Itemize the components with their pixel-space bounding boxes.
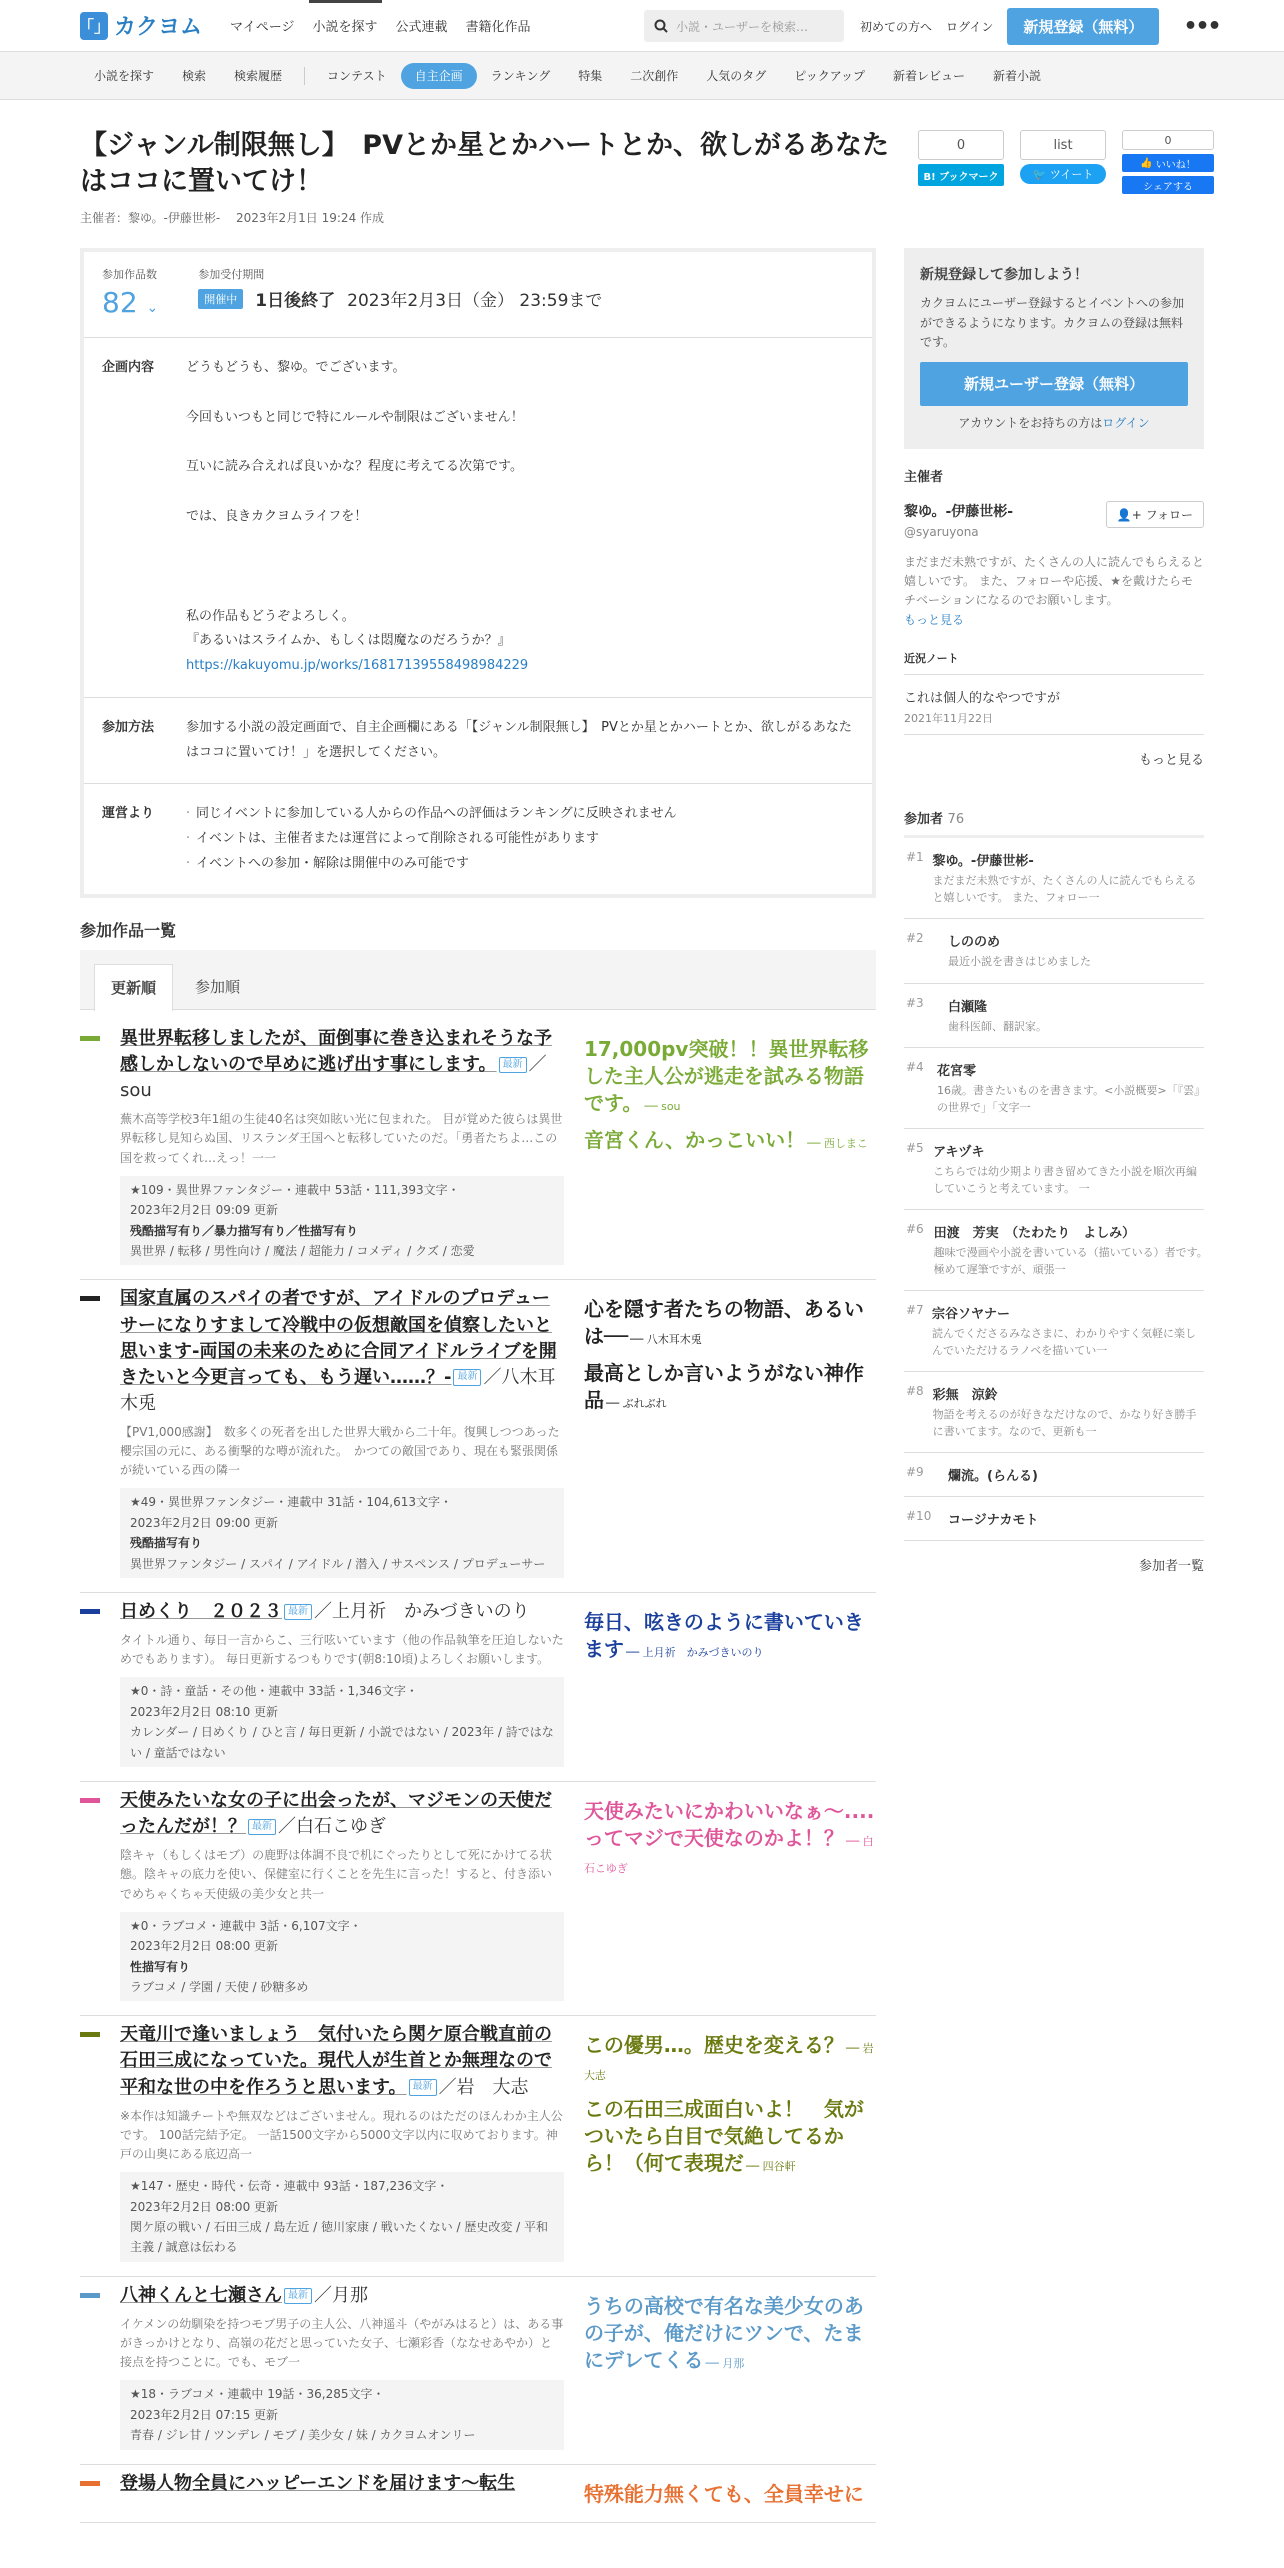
work-title-line bbox=[120, 1599, 564, 1625]
work-main bbox=[120, 2283, 564, 2450]
subnav-pickup[interactable]: ピックアップ bbox=[794, 68, 865, 83]
work-meta bbox=[120, 1912, 564, 2002]
twitter-icon: 🐦 bbox=[1032, 167, 1050, 181]
tab-updated[interactable]: 更新順 bbox=[94, 964, 173, 1011]
subnav-ranking[interactable]: ランキング bbox=[490, 68, 551, 83]
promo-login-link[interactable]: ログイン bbox=[1102, 415, 1150, 430]
participant-name[interactable]: 白瀬隆 bbox=[948, 999, 988, 1015]
subnav-history[interactable]: 検索履歴 bbox=[234, 68, 283, 83]
review-author: ── 四谷軒 bbox=[745, 2160, 796, 2174]
work-description: 蕪木高等学校3年1組の生徒40名は突如眩い光に包まれた。 目が覚めた彼らは異世界転移し見知らぬ国、リスランダ王国へと転移していたのだ。「勇者たちよ…この国を救ってくれ…えっ！一一 bbox=[120, 1112, 563, 1165]
subnav-search[interactable]: 検索 bbox=[182, 68, 207, 83]
review-text: うちの高校で有名な美少女のあの子が、俺だけにツンで、たまにデレてくる bbox=[583, 2293, 864, 2372]
participants-panel bbox=[904, 808, 1214, 1574]
work-color-bar bbox=[80, 2481, 100, 2486]
remaining-time: 1日後終了 bbox=[255, 291, 336, 311]
work-main bbox=[120, 1599, 564, 1767]
tweet-count: list bbox=[1020, 130, 1106, 160]
participant-desc: まだまだ未熟ですが、たくさんの人に読んでもらえると嬉しいです。 また、フォロー一 bbox=[932, 874, 1197, 904]
work-title-link[interactable]: 八神くんと七瀬さん bbox=[120, 2284, 282, 2306]
work-stats: ★109・異世界ファンタジー・連載中 53話・111,393文字・ bbox=[130, 1182, 460, 1197]
work-stats: ★147・歴史・時代・伝奇・連載中 93話・187,236文字・ bbox=[130, 2179, 449, 2194]
participants-heading bbox=[904, 808, 1204, 838]
content-label: 企画内容 bbox=[102, 360, 155, 375]
work-description: 【PV1,000感謝】 数多くの死者を出した世界大戦から二十年。復興しつつあった櫻宗国の元に、ある衝撃的な噂が流れた。 かつての敵国であり、現在も緊張関係が続いている西の隣一 bbox=[120, 1424, 560, 1478]
note-date: 2021年11月22日 bbox=[904, 710, 1204, 735]
work-updated: 2023年2月2日 09:00 更新 bbox=[130, 1515, 279, 1530]
review-author: ── 白石こゆぎ bbox=[583, 1835, 874, 1876]
review-author: ── 岩 大志 bbox=[583, 2042, 885, 2083]
work-count-toggle[interactable] bbox=[102, 286, 158, 319]
work-title-line bbox=[120, 2022, 564, 2100]
subnav-new-novels[interactable]: 新着小説 bbox=[992, 68, 1041, 83]
works-tabs bbox=[80, 950, 876, 1010]
work-flags: 残酷描写有り bbox=[130, 1536, 203, 1551]
work-meta bbox=[120, 1488, 564, 1578]
facebook-group bbox=[1122, 130, 1214, 194]
review-item[interactable] bbox=[584, 1798, 876, 1879]
content-line: 今回もいつもと同じで特にルールや制限はございません！ bbox=[186, 409, 524, 425]
work-author[interactable]: ／白石こゆぎ bbox=[278, 1816, 386, 1838]
organizer-more-link[interactable]: もっと見る bbox=[904, 612, 965, 627]
work-description: 陰キャ（もしくはモブ）の鹿野は体調不良で机にぐったりとして死にかけてる状態。陰キャの底力を使い、保健室に行くことを先生に言った！すると、付き添いでめちゃくちゃ天使級の美少女と共一 bbox=[120, 1848, 553, 1901]
work-count-block bbox=[102, 266, 158, 319]
rule-item: · イベントは、主催者または運営によって削除される可能性があります bbox=[186, 827, 854, 852]
follow-label: フォロー bbox=[1145, 508, 1193, 522]
content-line: 互いに読み合えれば良いかな？程度に考えてる次第です。 bbox=[186, 459, 523, 475]
work-meta bbox=[120, 2380, 564, 2449]
event-meta: 主催者：黎ゆ。-伊藤世彬- 2023年2月1日 19:24 作成 bbox=[80, 210, 385, 225]
work-author[interactable]: ／月那 bbox=[314, 2284, 368, 2306]
content-line: どうもどうも、黎ゆ。でございます。 bbox=[186, 360, 406, 375]
period-row bbox=[198, 286, 602, 311]
nav-official[interactable]: 公式連載 bbox=[395, 20, 448, 35]
work-tags[interactable]: 関ケ原の戦い / 石田三成 / 島左近 / 徳川家康 / 戦いたくない / 歴史改変 / 平和主義 / 誠意は伝わる bbox=[130, 2219, 549, 2255]
hatena-bookmark-button[interactable]: B! ブックマーク bbox=[918, 164, 1004, 186]
follow-button[interactable] bbox=[1106, 501, 1204, 528]
subnav-divider bbox=[304, 67, 305, 85]
review-text: 音宮くん、かっこいい！ bbox=[583, 1128, 806, 1152]
work-tags[interactable]: 異世界ファンタジー / スパイ / アイドル / 潜入 / サスペンス / プロデューサー bbox=[130, 1556, 546, 1571]
page-title: 【ジャンル制限無し】 PVとか星とかハートとか、欲しがるあなたはココに置いてけ！ bbox=[80, 130, 889, 198]
review-author: ── 八木耳木兎 bbox=[630, 1333, 702, 1347]
hatena-group bbox=[918, 130, 1004, 194]
period-block bbox=[198, 266, 602, 311]
header-actions bbox=[860, 0, 1220, 52]
work-count-value: 82 bbox=[102, 286, 138, 319]
participant-rank: #1 bbox=[906, 850, 924, 864]
register-promo bbox=[904, 248, 1204, 449]
work-item bbox=[80, 1280, 876, 1593]
participant-desc: 物語を考えるのが好きなだけなので、かなり好き勝手に書いてます。なので、更新も一 bbox=[932, 1408, 1197, 1438]
organizer-heading: 主催者 bbox=[904, 470, 944, 485]
new-badge: 最新 bbox=[284, 2288, 312, 2305]
participant-name[interactable]: 爛流。(らんる) bbox=[948, 1469, 1038, 1484]
review-text: 心を隠す者たちの物語、あるいは── bbox=[583, 1297, 864, 1349]
content-body bbox=[186, 356, 854, 679]
work-count-label: 参加作品数 bbox=[102, 268, 157, 281]
sub-nav bbox=[0, 52, 1284, 100]
chevron-down-icon: ⌄ bbox=[146, 300, 159, 316]
work-main bbox=[120, 1788, 564, 2001]
period-label: 参加受付期間 bbox=[198, 268, 265, 281]
ops-rules bbox=[186, 802, 854, 876]
rule-item: · 同じイベントに参加している人からの作品への評価はランキングに反映されません bbox=[186, 802, 854, 827]
review-author: ── 上月祈 かみづきいのり bbox=[625, 1646, 764, 1659]
search-input[interactable] bbox=[644, 10, 844, 42]
participant-rank: #3 bbox=[906, 995, 924, 1010]
participant-item[interactable] bbox=[904, 1291, 1204, 1372]
work-tags[interactable]: ラブコメ / 学園 / 天使 / 砂糖多め bbox=[130, 1979, 309, 1994]
work-author[interactable]: ／上月祈 かみづきいのり bbox=[314, 1601, 530, 1622]
new-badge: 最新 bbox=[248, 1819, 276, 1836]
work-updated: 2023年2月2日 08:10 更新 bbox=[130, 1704, 279, 1719]
work-author[interactable]: ／岩 大志 bbox=[438, 2076, 529, 2098]
ops-section bbox=[84, 784, 872, 894]
review-item[interactable] bbox=[584, 1127, 876, 1154]
event-header bbox=[80, 128, 900, 226]
register-button[interactable]: 新規登録（無料） bbox=[1007, 8, 1159, 45]
work-color-bar bbox=[80, 1036, 100, 1041]
subnav-fanfic[interactable]: 二次創作 bbox=[630, 68, 679, 83]
work-flags: 残酷描写有り／暴力描写有り／性描写有り bbox=[130, 1223, 359, 1238]
work-reviews bbox=[584, 2283, 876, 2450]
review-item[interactable] bbox=[584, 1360, 876, 1414]
work-tags[interactable]: 異世界 / 転移 / 男性向け / 魔法 / 超能力 / コメディ / クズ / 恋愛 bbox=[130, 1244, 475, 1259]
nav-books[interactable]: 書籍化作品 bbox=[465, 20, 531, 35]
organizer-desc: まだまだ未熟ですが、たくさんの人に読んでもらえると嬉しいです。 また、フォローや応援、★を戴けたらモチベーションになるのでお願いします。 bbox=[904, 555, 1205, 608]
review-author: ── sou bbox=[644, 1100, 681, 1113]
tweet-label: ツイート bbox=[1049, 168, 1094, 181]
subnav-tags[interactable]: 人気のタグ bbox=[706, 68, 767, 83]
review-text: 最高としか言いようがない神作品 bbox=[583, 1361, 864, 1413]
work-item bbox=[80, 1593, 876, 1782]
fb-like-button[interactable] bbox=[1122, 154, 1214, 172]
participant-rank: #5 bbox=[906, 1141, 924, 1155]
participant-rank: #8 bbox=[906, 1384, 924, 1398]
work-link[interactable]: https://kakuyomu.jp/works/16817139558498984229 bbox=[186, 658, 529, 674]
logo-text: カクヨム bbox=[114, 15, 203, 40]
review-text: 毎日、呟きのように書いていきます bbox=[583, 1610, 864, 1661]
tab-joined[interactable]: 参加順 bbox=[195, 978, 241, 996]
organizer-header bbox=[904, 501, 1204, 539]
review-item[interactable] bbox=[584, 1296, 876, 1350]
promo-login-line bbox=[920, 414, 1188, 433]
work-tags[interactable]: 青春 / ジレ甘 / ツンデレ / モブ / 美少女 / 妹 / カクヨムオンリー bbox=[130, 2428, 476, 2443]
join-method-section bbox=[84, 698, 872, 784]
participant-name[interactable]: コージナカモト bbox=[948, 1513, 1039, 1528]
work-stats: ★0・詩・童話・その他・連載中 33話・1,346文字・ bbox=[130, 1684, 418, 1699]
work-item bbox=[80, 1782, 876, 2016]
top-header bbox=[0, 0, 1284, 52]
work-description: ※本作は知識チートや無双などはございません。現れるのはただのほんわか主人公です。 100話完結予定。 一話1500文字から5000文字以内に収めております。神戸の山奥にある底辺高一 bbox=[120, 2108, 563, 2161]
subnav-contest[interactable]: コンテスト bbox=[327, 68, 387, 83]
organizer-panel bbox=[904, 466, 1204, 768]
site-logo[interactable] bbox=[80, 10, 202, 41]
work-title-link[interactable]: 国家直属のスパイの者ですが、アイドルのプロデューサーになりすまして冷戦中の仮想敵国を偵察したいと思います-両国の未来のために合同アイドルライブを開きたいと今更言っても、もう遅い……？- bbox=[120, 1288, 557, 1388]
work-title-link[interactable]: 天竜川で逢いましょう 気付いたら関ケ原合戦直前の石田三成になっていた。現代人が生首とか無理なので平和な世の中を作ろうと思います。 bbox=[120, 2024, 552, 2098]
hatena-count: 0 bbox=[918, 130, 1004, 160]
participant-item[interactable] bbox=[904, 1372, 1204, 1453]
work-title-line bbox=[120, 1788, 564, 1840]
promo-title: 新規登録して参加しよう！ bbox=[920, 267, 1088, 283]
tweet-button[interactable] bbox=[1020, 164, 1106, 184]
beginner-link[interactable]: 初めての方へ bbox=[860, 19, 933, 34]
participant-desc: 歯科医師、翻訳家。 bbox=[948, 1019, 1047, 1033]
tweet-group bbox=[1020, 130, 1106, 194]
participant-name[interactable]: 黎ゆ。-伊藤世彬- bbox=[932, 854, 1034, 869]
top-nav bbox=[230, 0, 531, 51]
review-item[interactable] bbox=[584, 2293, 876, 2374]
work-updated: 2023年2月2日 09:09 更新 bbox=[130, 1203, 279, 1218]
participant-name[interactable]: しののめ bbox=[948, 935, 1001, 950]
subnav-new-reviews[interactable]: 新着レビュー bbox=[892, 68, 965, 83]
participants-count: 76 bbox=[947, 812, 965, 827]
participant-item[interactable] bbox=[904, 919, 1204, 984]
fb-count: 0 bbox=[1122, 130, 1214, 150]
participant-name[interactable]: 宗谷ソヤナー bbox=[932, 1307, 1011, 1322]
work-title-link[interactable]: 異世界転移しましたが、面倒事に巻き込まれそうな予感しかしないので早めに逃げ出す事にします。 bbox=[120, 1028, 552, 1076]
work-updated: 2023年2月2日 07:15 更新 bbox=[130, 2407, 279, 2422]
review-item[interactable] bbox=[583, 2032, 885, 2086]
event-info-card bbox=[80, 248, 876, 898]
participant-rank: #7 bbox=[906, 1303, 924, 1317]
work-title-line bbox=[120, 2283, 564, 2309]
work-main bbox=[120, 1286, 564, 1578]
search-placeholder: 小説・ユーザーを検索… bbox=[676, 19, 809, 34]
review-author: ── 西しまこ bbox=[807, 1137, 868, 1150]
review-text: この石田三成面白いよ！ 気がついたら白目で気絶してるから！（何て表現だ bbox=[583, 2097, 864, 2176]
new-badge: 最新 bbox=[409, 2079, 437, 2096]
work-item bbox=[80, 1020, 876, 1280]
participant-rank: #9 bbox=[906, 1465, 924, 1479]
review-item[interactable] bbox=[584, 1609, 876, 1663]
work-main bbox=[120, 1026, 564, 1265]
participant-item[interactable] bbox=[904, 984, 1204, 1049]
content-line: では、良きカクヨムライフを！ bbox=[186, 509, 368, 525]
add-user-icon: 👤+ bbox=[1116, 508, 1146, 522]
review-item[interactable] bbox=[584, 1036, 876, 1117]
new-badge: 最新 bbox=[499, 1057, 527, 1074]
work-author[interactable]: ／sou bbox=[120, 1054, 547, 1102]
subnav-find[interactable]: 小説を探す bbox=[94, 68, 155, 83]
search-icon bbox=[654, 19, 668, 33]
participant-rank: #6 bbox=[906, 1222, 924, 1236]
notes-more-link[interactable]: もっと見る bbox=[1138, 752, 1204, 768]
review-text: 17,000pv突破！！異世界転移した主人公が逃走を試みる物語です。 bbox=[583, 1037, 869, 1115]
work-title-line bbox=[120, 1026, 564, 1104]
work-description: イケメンの幼馴染を持つモブ男子の主人公、八神遥斗（やがみはると）は、ある事がきっかけとなり、高嶺の花だと思っていた女子、七瀬彩香（ななせあやか）と接点を持つことに。でも、モブ一 bbox=[120, 2316, 564, 2370]
subnav-user-events[interactable]: 自主企画 bbox=[401, 63, 477, 89]
work-stats: ★49・異世界ファンタジー・連載中 31話・104,613文字・ bbox=[130, 1495, 453, 1510]
work-main bbox=[120, 2022, 564, 2261]
deadline: 2023年2月3日（金） 23:59まで bbox=[347, 291, 603, 311]
work-meta bbox=[120, 1176, 564, 1266]
nav-mypage[interactable]: マイページ bbox=[230, 20, 295, 35]
work-updated: 2023年2月2日 08:00 更新 bbox=[130, 2199, 279, 2214]
note-title[interactable]: これは個人的なやつですが bbox=[904, 690, 1061, 706]
review-text: この優男…。歴史を変える？ bbox=[583, 2033, 844, 2058]
nav-find-novels[interactable]: 小説を探す bbox=[313, 0, 378, 51]
work-flags: 性描写有り bbox=[130, 1959, 191, 1974]
participant-desc: 最近小説を書きはじめました bbox=[948, 955, 1091, 968]
participant-desc: こちらでは幼少期より書き留めてきた小説を順次再編していこうと考えています。 一 bbox=[933, 1165, 1197, 1195]
participant-name[interactable]: 彩無 涼鈴 bbox=[932, 1388, 998, 1403]
more-menu-icon[interactable]: ••• bbox=[1183, 13, 1220, 39]
notes-heading: 近況ノート bbox=[904, 650, 1204, 675]
review-text: 天使みたいにかわいいなぁ〜....ってマジで天使なのかよ！？ bbox=[583, 1799, 875, 1851]
status-badge: 開催中 bbox=[198, 289, 243, 309]
login-link[interactable]: ログイン bbox=[946, 19, 994, 34]
work-reviews bbox=[584, 2471, 876, 2508]
fb-share-button[interactable]: シェアする bbox=[1122, 176, 1214, 194]
participant-rank: #10 bbox=[906, 1509, 932, 1523]
logo-icon: 「」 bbox=[80, 12, 108, 40]
participant-item[interactable] bbox=[904, 838, 1204, 919]
work-author[interactable]: ／八木耳木兎 bbox=[120, 1366, 556, 1414]
work-reviews bbox=[583, 2022, 885, 2261]
work-title-link[interactable]: 登場人物全員にハッピーエンドを届けます〜転生 bbox=[120, 2472, 516, 2494]
work-item bbox=[80, 2277, 876, 2465]
work-title-link[interactable]: 天使みたいな女の子に出会ったが、マジモンの天使だったんだが！？ bbox=[120, 1790, 552, 1838]
participant-name[interactable]: アキヅキ bbox=[933, 1145, 985, 1160]
organizer-name[interactable]: 黎ゆ。-伊藤世彬- bbox=[904, 504, 1014, 520]
work-title-link[interactable]: 日めくり ２０２３ bbox=[120, 1601, 282, 1622]
organizer-id: @syaruyona bbox=[904, 525, 979, 539]
review-author: ── 月那 bbox=[705, 2356, 745, 2370]
participant-name[interactable]: 花宮零 bbox=[937, 1064, 977, 1079]
new-badge: 最新 bbox=[453, 1369, 481, 1386]
works-list-title: 参加作品一覧 bbox=[80, 921, 177, 940]
work-description: タイトル通り、毎日一言からこ、三行呟いています（他の作品執筆を圧迫しないためでもあります）。 毎日更新するつもりです(朝8:10頃)よろしくお願いします。 bbox=[120, 1633, 564, 1667]
work-title-line bbox=[120, 2471, 564, 2497]
work-color-bar bbox=[80, 2293, 100, 2298]
work-stats: ★0・ラブコメ・連載中 3話・6,107文字・ bbox=[130, 1918, 362, 1933]
work-title-line bbox=[120, 1286, 564, 1416]
rule-item: · イベントへの参加・解除は開催中のみ可能です bbox=[186, 852, 854, 877]
event-content-section bbox=[84, 338, 872, 698]
participant-item[interactable] bbox=[904, 1497, 1204, 1541]
method-body: 参加する小説の設定画面で、自主企画欄にある「【ジャンル制限無し】 PVとか星とかハートとか、欲しがるあなたはココに置いてけ！」を選択してください。 bbox=[186, 719, 852, 760]
method-label: 参加方法 bbox=[102, 719, 155, 735]
ops-label: 運営より bbox=[102, 806, 155, 822]
work-color-bar bbox=[80, 1798, 100, 1803]
work-meta bbox=[120, 1677, 564, 1767]
fb-like-label: いいね！ bbox=[1155, 159, 1196, 171]
work-item bbox=[80, 2016, 885, 2276]
participant-rank: #4 bbox=[906, 1060, 924, 1074]
participants-list bbox=[904, 838, 1214, 1541]
participant-desc: 趣味で漫画や小説を書いている（描いている）者です。 極めて遅筆ですが、頑張一 bbox=[933, 1246, 1214, 1276]
work-reviews bbox=[584, 1286, 876, 1578]
work-reviews bbox=[584, 1599, 876, 1767]
participant-item[interactable] bbox=[904, 1453, 1204, 1497]
new-badge: 最新 bbox=[284, 1604, 312, 1621]
review-item[interactable] bbox=[584, 2481, 876, 2508]
participant-item[interactable] bbox=[904, 1210, 1214, 1291]
works-list bbox=[80, 1020, 885, 2523]
participant-name[interactable]: 田渡 芳実 （たわたり よしみ） bbox=[933, 1226, 1136, 1241]
participants-all-link[interactable]: 参加者一覧 bbox=[1138, 1559, 1204, 1574]
work-reviews bbox=[584, 1026, 876, 1265]
event-stats bbox=[84, 252, 872, 338]
work-meta bbox=[120, 2172, 564, 2262]
participant-rank: #2 bbox=[906, 931, 924, 945]
promo-text: カクヨムにユーザー登録するとイベントへの参加ができるようになります。カクヨムの登録は無料です。 bbox=[920, 296, 1185, 349]
thumbs-up-icon: 👍 bbox=[1140, 157, 1156, 169]
work-color-bar bbox=[80, 1609, 100, 1614]
participant-desc: 16歳。書きたいものを書きます。<小説概要>「『雲』の世界で」「文字一 bbox=[937, 1084, 1200, 1114]
work-color-bar bbox=[80, 1296, 100, 1301]
promo-register-button[interactable]: 新規ユーザー登録（無料） bbox=[920, 362, 1188, 406]
social-buttons bbox=[918, 130, 1214, 194]
content-line: 私の作品もどうぞよろしく。 bbox=[186, 608, 355, 624]
subnav-features[interactable]: 特集 bbox=[578, 68, 603, 83]
review-item[interactable] bbox=[584, 2096, 876, 2177]
work-item bbox=[80, 2465, 876, 2523]
work-reviews bbox=[584, 1788, 876, 2001]
participants-heading-text: 参加者 bbox=[904, 812, 944, 827]
work-stats: ★18・ラブコメ・連載中 19話・36,285文字・ bbox=[130, 2387, 385, 2402]
work-updated: 2023年2月2日 08:00 更新 bbox=[130, 1939, 279, 1954]
work-tags[interactable]: カレンダー / 日めくり / ひと言 / 毎日更新 / 小説ではない / 2023年 / 詩ではない / 童話ではない bbox=[130, 1725, 554, 1760]
work-main bbox=[120, 2471, 564, 2508]
review-author: ── ぶれぶれ bbox=[605, 1397, 667, 1411]
participant-item[interactable] bbox=[904, 1129, 1204, 1210]
participant-desc: 読んでくださるみなさまに、わかりやすく気軽に楽しんでいただけるラノベを描いてい一 bbox=[932, 1327, 1197, 1357]
review-text: 特殊能力無くても、全員幸せに bbox=[583, 2481, 864, 2506]
work-color-bar bbox=[80, 2032, 100, 2037]
promo-login-prefix: アカウントをお持ちの方は bbox=[958, 415, 1103, 430]
content-line: 『あるいはスライムか、もしくは悶魔なのだろうか？』 bbox=[186, 633, 511, 649]
participant-item[interactable] bbox=[904, 1048, 1204, 1129]
